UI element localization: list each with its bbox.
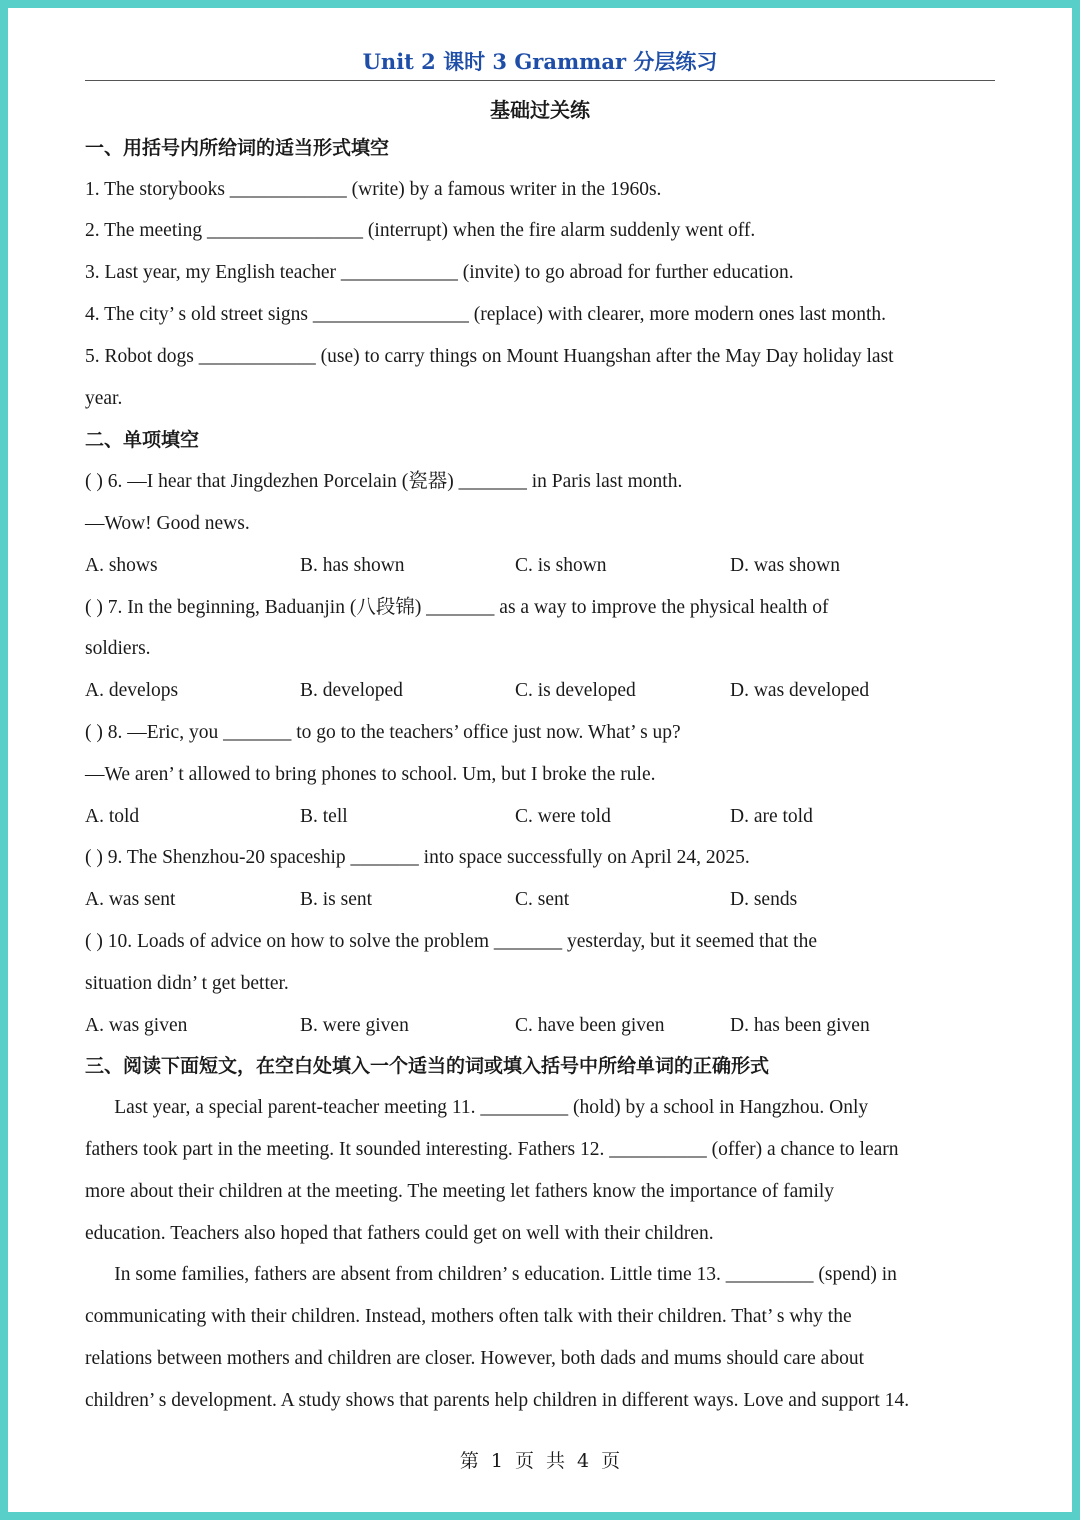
q8-options	[85, 804, 995, 830]
passage-line-1: Last year, a special parent-teacher meeting 11. _________ (hold) by a school in Hangzhou. Only	[85, 1097, 869, 1118]
q8-option-c: C. were told	[515, 806, 611, 827]
q9-option-b: B. is sent	[300, 889, 373, 910]
passage-line-6: communicating with their children. Instead, mothers often talk with their children. That’ s why the	[85, 1306, 852, 1327]
q10-option-d: D. has been given	[730, 1015, 870, 1036]
q9-option-c: C. sent	[515, 889, 570, 910]
page-footer: 第 1 页 共 4 页	[459, 1450, 621, 1472]
title-divider	[85, 80, 995, 81]
section-title: 基础过关练	[490, 98, 590, 122]
q7-option-d: D. was developed	[730, 680, 870, 701]
q10-option-c: C. have been given	[515, 1015, 665, 1036]
part1-line-3: 3. Last year, my English teacher ____________ (invite) to go abroad for further education.	[85, 262, 794, 283]
q7-option-a: A. develops	[85, 680, 179, 701]
q10-stem: ( ) 10. Loads of advice on how to solve the problem _______ yesterday, but it seemed that the	[85, 931, 817, 952]
q10-options	[85, 1013, 995, 1039]
q8-option-b: B. tell	[300, 806, 348, 827]
q10-option-b: B. were given	[300, 1015, 409, 1036]
worksheet-page	[8, 8, 1072, 1512]
passage-line-2: fathers took part in the meeting. It sounded interesting. Fathers 12. __________ (offer) a chance to learn	[85, 1139, 899, 1160]
q7-option-b: B. developed	[300, 680, 403, 701]
q9-stem: ( ) 9. The Shenzhou-20 spaceship _______ into space successfully on April 24, 2025.	[85, 847, 750, 868]
part1-line-5-cont: year.	[85, 388, 123, 409]
passage-line-3: more about their children at the meeting. The meeting let fathers know the importance of family	[85, 1181, 835, 1202]
q10-option-a: A. was given	[85, 1015, 188, 1036]
part2-heading: 二、单项填空	[85, 429, 200, 451]
q10-cont: situation didn’ t get better.	[85, 973, 289, 994]
passage-line-8: children’ s development. A study shows that parents help children in different ways. Love and support 14.	[85, 1390, 910, 1411]
q7-option-c: C. is developed	[515, 680, 636, 701]
passage-line-5: In some families, fathers are absent from children’ s education. Little time 13. _________ (spend) in	[85, 1264, 897, 1285]
q7-cont: soldiers.	[85, 638, 151, 659]
part3-heading: 三、阅读下面短文，在空白处填入一个适当的词或填入括号中所给单词的正确形式	[85, 1055, 770, 1077]
q9-options	[85, 887, 995, 913]
q8-stem: ( ) 8. —Eric, you _______ to go to the teachers’ office just now. What’ s up?	[85, 722, 681, 743]
q6-options	[85, 553, 995, 579]
part1-heading: 一、用括号内所给词的适当形式填空	[85, 137, 390, 159]
part1-line-5: 5. Robot dogs ____________ (use) to carry things on Mount Huangshan after the May Day holiday last	[85, 346, 894, 367]
part1-line-2: 2. The meeting ________________ (interrupt) when the fire alarm suddenly went off.	[85, 220, 756, 241]
q6-option-b: B. has shown	[300, 555, 405, 576]
q6-option-d: D. was shown	[730, 555, 840, 576]
q8-option-d: D. are told	[730, 806, 813, 827]
q6-stem: ( ) 6. —I hear that Jingdezhen Porcelain (瓷器) _______ in Paris last month.	[85, 471, 683, 492]
passage-line-4: education. Teachers also hoped that fathers could get on well with their children.	[85, 1223, 714, 1244]
worksheet-title: Unit 2 课时 3 Grammar 分层练习	[362, 49, 718, 74]
q8-reply: —We aren’ t allowed to bring phones to school. Um, but I broke the rule.	[85, 764, 656, 785]
part1-line-1: 1. The storybooks ____________ (write) by a famous writer in the 1960s.	[85, 179, 662, 200]
q6-reply: —Wow! Good news.	[85, 513, 250, 534]
q7-options	[85, 678, 995, 704]
q8-option-a: A. told	[85, 806, 140, 827]
passage-line-7: relations between mothers and children are closer. However, both dads and mums should care about	[85, 1348, 864, 1369]
q6-option-c: C. is shown	[515, 555, 607, 576]
q7-stem: ( ) 7. In the beginning, Baduanjin (八段锦) _______ as a way to improve the physical health of	[85, 597, 829, 618]
q9-option-a: A. was sent	[85, 889, 176, 910]
q6-option-a: A. shows	[85, 555, 158, 576]
part1-line-4: 4. The city’ s old street signs ________________ (replace) with clearer, more modern ones last month.	[85, 304, 887, 325]
q9-option-d: D. sends	[730, 889, 798, 910]
